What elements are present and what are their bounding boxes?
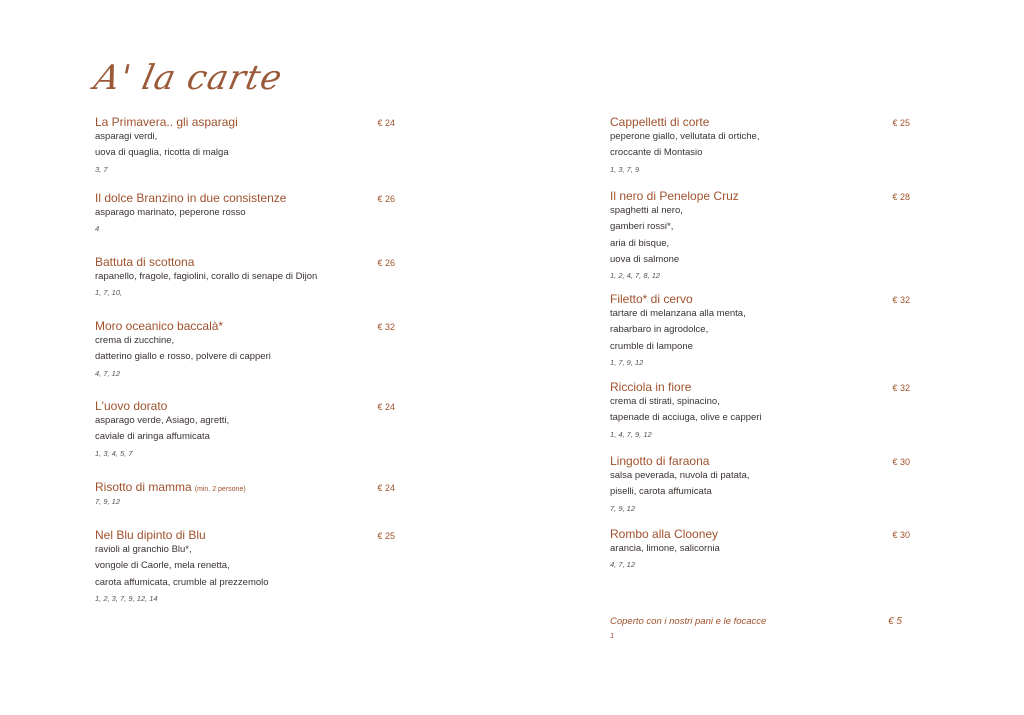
dish-description-line: peperone giallo, vellutata di ortiche,	[610, 131, 760, 142]
dish-description	[95, 333, 395, 366]
dish-allergens: 1, 3, 7, 9	[610, 164, 640, 174]
dish-price: € 24	[377, 118, 395, 128]
dish-price: € 28	[892, 192, 910, 202]
dish-description-line: rapanello, fragole, fagiolini, corallo di senape di Dijon	[95, 271, 318, 282]
menu-item	[610, 290, 910, 371]
menu-item	[610, 378, 910, 443]
dish-description-line: crema di stirati, spinacino,	[610, 396, 720, 407]
dish-description-line: uova di salmone	[610, 253, 680, 265]
dish-allergens: 4, 7, 12	[610, 560, 636, 570]
dish-price: € 26	[377, 258, 395, 268]
dish-description-line: arancia, limone, salicornia	[610, 543, 720, 554]
dish-price: € 25	[892, 118, 910, 128]
dish-description-line: tapenade di acciuga, olive e capperi	[610, 412, 762, 424]
dish-description	[610, 306, 910, 355]
dish-name: Il dolce Branzino in due consistenze	[95, 191, 287, 205]
dish-description	[95, 269, 395, 285]
cover-charge-price: € 5	[888, 616, 902, 627]
dish-allergens: 1, 4, 7, 9, 12	[610, 429, 652, 439]
cover-charge-label: Coperto con i nostri pani e le focacce	[610, 616, 767, 627]
dish-description-line: ravioli al granchio Blu*,	[95, 544, 192, 555]
dish-allergens: 1, 2, 4, 7, 8, 12	[610, 271, 661, 281]
dish-price: € 26	[377, 194, 395, 204]
dish-description-line: rabarbaro in agrodolce,	[610, 324, 709, 336]
dish-description-line: salsa peverada, nuvola di patata,	[610, 470, 750, 481]
dish-name: Filetto* di cervo	[610, 292, 693, 306]
dish-description-line: gamberi rossi*,	[610, 221, 674, 233]
menu-item	[95, 253, 395, 301]
dish-description-line: uova di quaglia, ricotta di malga	[95, 147, 229, 159]
dish-description	[95, 413, 395, 446]
dish-allergens: 3, 7	[95, 164, 108, 174]
dish-description-line: croccante di Montasio	[610, 147, 703, 159]
dish-name: Nel Blu dipinto di Blu	[95, 528, 206, 542]
dish-description	[610, 203, 910, 268]
dish-name: Ricciola in fiore	[610, 380, 692, 394]
dish-price: € 30	[892, 457, 910, 467]
dish-name: Il nero di Penelope Cruz	[610, 189, 739, 203]
dish-description	[95, 205, 395, 221]
dish-name: La Primavera.. gli asparagi	[95, 115, 238, 129]
dish-name: Risotto di mamma	[95, 480, 192, 494]
cover-charge-allergens: 1	[610, 631, 615, 640]
cover-charge	[610, 616, 902, 640]
dish-description-line: asparago verde, Asiago, agretti,	[95, 415, 230, 426]
dish-price: € 25	[377, 531, 395, 541]
dish-description-line: crema di zucchine,	[95, 335, 175, 346]
page-title: A' la carte	[90, 58, 287, 98]
dish-description-line: asparago marinato, peperone rosso	[95, 207, 246, 218]
dish-price: € 32	[377, 322, 395, 332]
dish-description-line: spaghetti al nero,	[610, 205, 683, 216]
dish-description-line: carota affumicata, crumble al prezzemolo	[95, 576, 269, 588]
dish-allergens: 4	[95, 224, 100, 234]
dish-name: Rombo alla Clooney	[610, 527, 719, 541]
dish-description	[610, 541, 910, 557]
menu-item	[610, 452, 910, 517]
dish-description-line: caviale di aringa affumicata	[95, 431, 210, 443]
menu-item	[95, 317, 395, 382]
dish-note: (min. 2 persone)	[194, 486, 246, 493]
dish-description-line: tartare di melanzana alla menta,	[610, 308, 746, 319]
dish-description	[610, 129, 910, 162]
dish-description-line: asparagi verdi,	[95, 131, 158, 142]
dish-name: Moro oceanico baccalà*	[95, 319, 224, 333]
menu-item	[95, 189, 395, 237]
menu-item	[95, 397, 395, 462]
menu-item	[610, 187, 910, 284]
dish-allergens: 7, 9, 12	[610, 503, 636, 513]
dish-allergens: 4, 7, 12	[95, 368, 121, 378]
dish-price: € 30	[892, 530, 910, 540]
dish-allergens: 1, 3, 4, 5, 7	[95, 448, 133, 458]
menu-item	[610, 113, 910, 178]
dish-description	[95, 129, 395, 162]
dish-price: € 24	[377, 402, 395, 412]
dish-name: Lingotto di faraona	[610, 454, 710, 468]
dish-description	[610, 468, 910, 501]
dish-description-line: vongole di Caorle, mela renetta,	[95, 560, 230, 572]
dish-name: Cappelletti di corte	[610, 115, 710, 129]
menu-item	[610, 525, 910, 573]
dish-description-line: piselli, carota affumicata	[610, 486, 712, 498]
dish-description-line: crumble di lampone	[610, 340, 693, 352]
dish-description	[610, 394, 910, 427]
dish-allergens: 1, 2, 3, 7, 9, 12, 14	[95, 593, 158, 603]
dish-description	[95, 542, 395, 591]
menu-item	[95, 113, 395, 178]
dish-price: € 32	[892, 383, 910, 393]
dish-description-line: datterino giallo e rosso, polvere di capperi	[95, 351, 271, 363]
dish-allergens: 1, 7, 10,	[95, 288, 123, 298]
dish-allergens: 7, 9, 12	[95, 497, 121, 506]
dish-name: Battuta di scottona	[95, 255, 195, 269]
menu-item	[95, 478, 395, 510]
menu-item	[95, 526, 395, 607]
dish-description-line: aria di bisque,	[610, 237, 670, 249]
dish-price: € 24	[377, 483, 395, 493]
dish-allergens: 1, 7, 9, 12	[610, 357, 644, 367]
dish-name: L'uovo dorato	[95, 399, 168, 413]
dish-price: € 32	[892, 295, 910, 305]
